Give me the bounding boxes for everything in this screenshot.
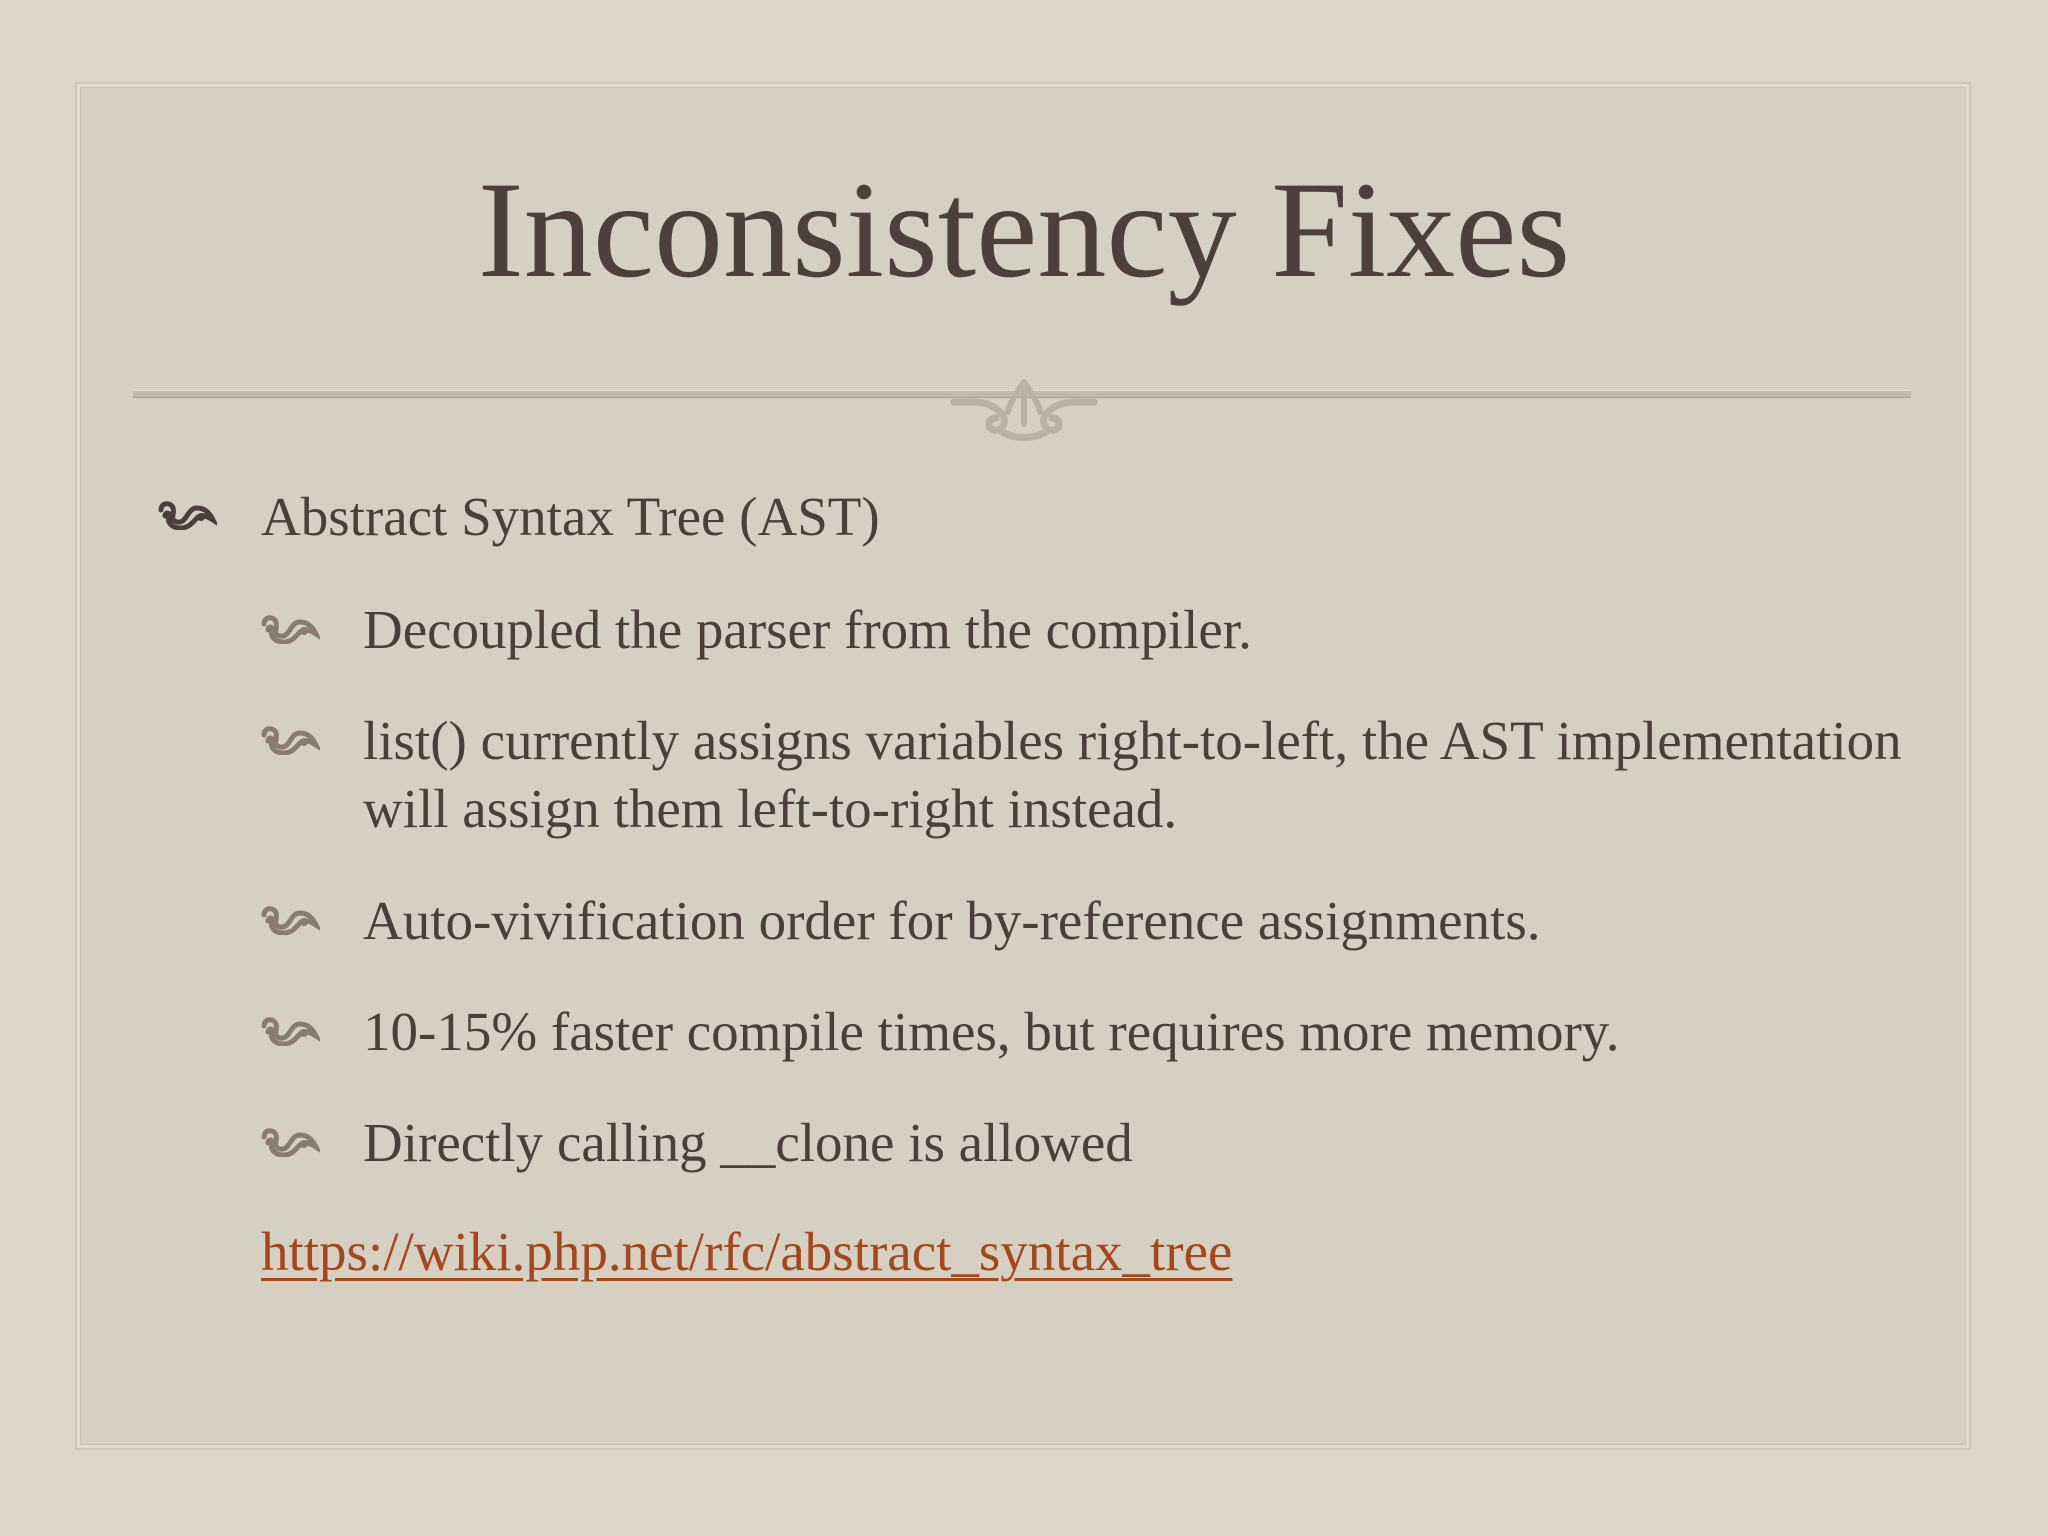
- fleuron-ornament-icon: [260, 1127, 320, 1157]
- bullet-text-level2-line1: list() currently assigns variables right-to-left, the AST implementation: [363, 710, 1902, 771]
- fleuron-ornament-icon: [260, 1016, 320, 1046]
- bullet-text-level1: Abstract Syntax Tree (AST): [261, 486, 880, 547]
- bullet-text-level2: Directly calling __clone is allowed: [363, 1112, 1133, 1173]
- bullet-text-level2: Decoupled the parser from the compiler.: [363, 599, 1252, 660]
- fleuron-ornament-icon: [260, 614, 320, 644]
- fleuron-ornament-icon: [260, 725, 320, 755]
- fleuron-ornament-icon: [260, 905, 320, 935]
- slide-title: Inconsistency Fixes: [477, 153, 1571, 306]
- rfc-link[interactable]: https://wiki.php.net/rfc/abstract_syntax_tree: [261, 1221, 1233, 1282]
- bullet-text-level2: Auto-vivification order for by-reference assignments.: [363, 890, 1541, 951]
- bullet-text-level2-line2: will assign them left-to-right instead.: [363, 778, 1178, 839]
- bullet-text-level2: 10-15% faster compile times, but requires more memory.: [363, 1001, 1620, 1062]
- fleuron-ornament-icon: [157, 500, 217, 530]
- scroll-ornament-icon: [950, 378, 1098, 444]
